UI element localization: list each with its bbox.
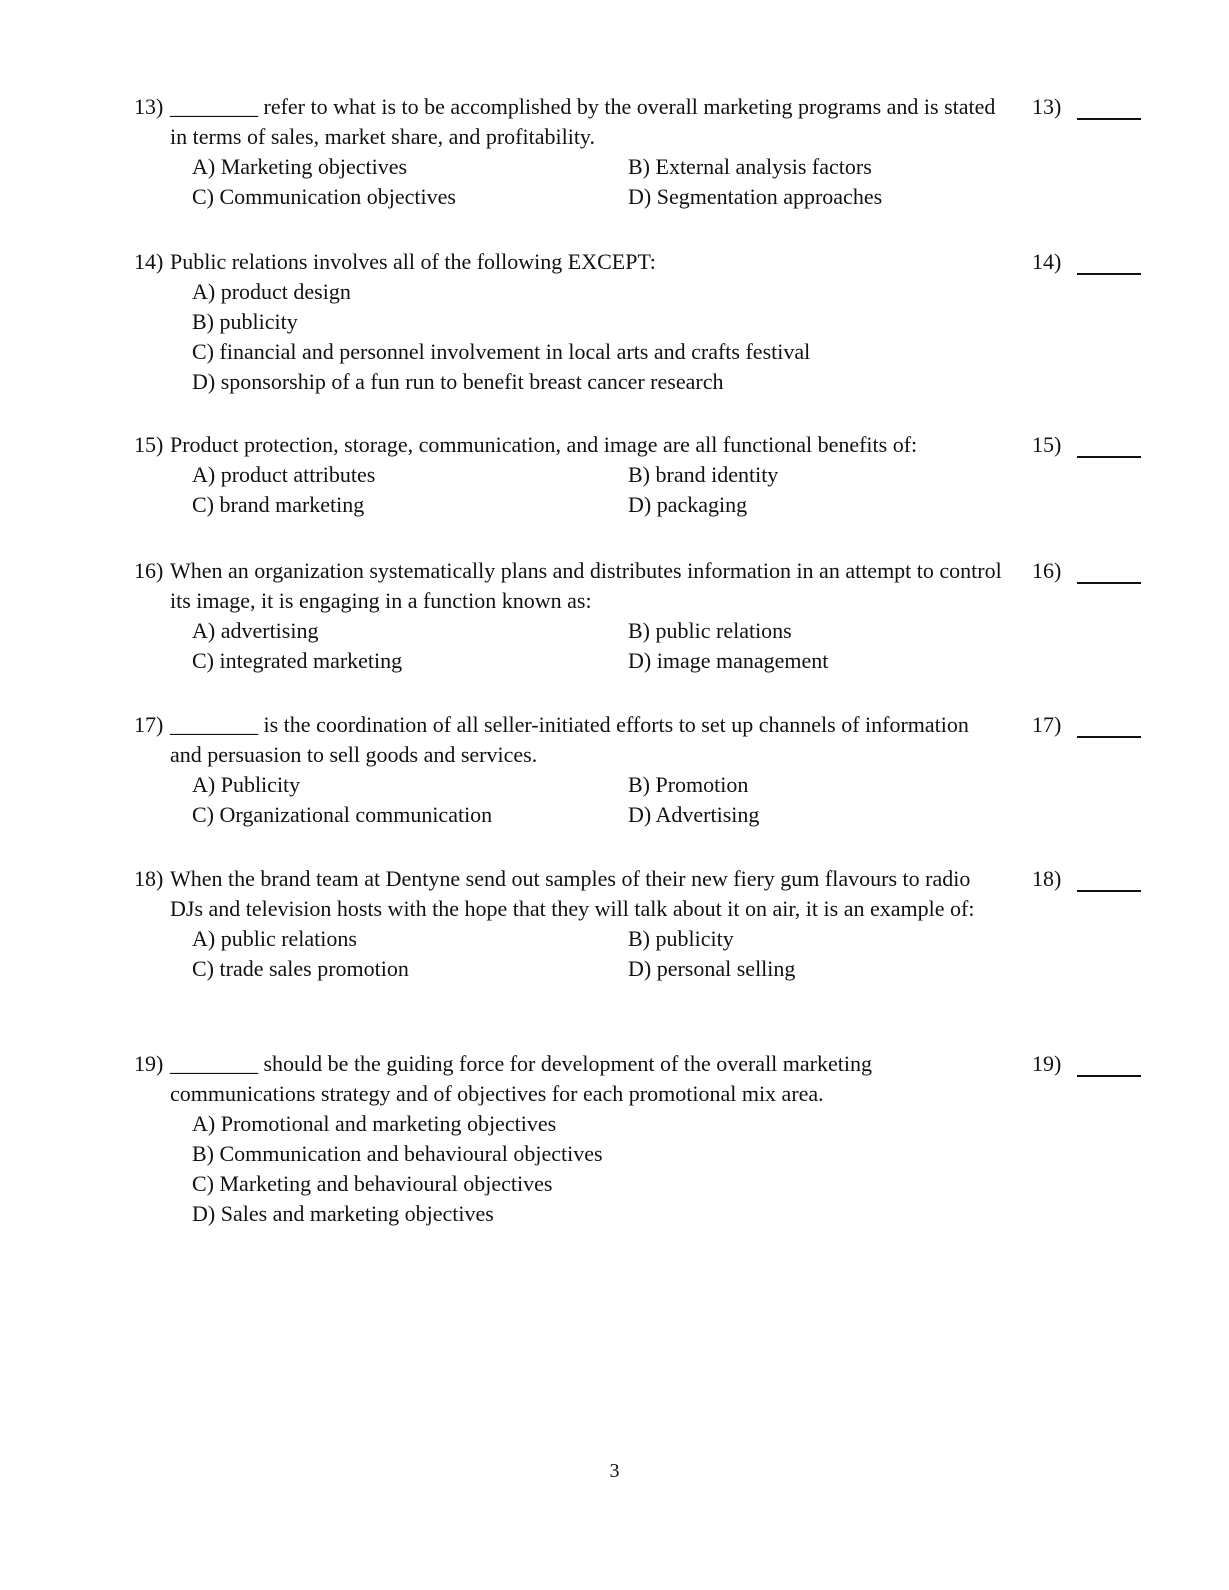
question-19 <box>134 1049 1144 1229</box>
option-a[interactable]: A) product attributes <box>192 462 376 487</box>
answer-slot[interactable] <box>1032 247 1144 277</box>
question-17 <box>134 710 1144 830</box>
question-number: 15) <box>134 432 164 457</box>
question-stem: When an organization systematically plans and distributes information in an attempt to control its image, it is engaging in a function known as: <box>170 558 1002 613</box>
option-d[interactable]: D) sponsorship of a fun run to benefit breast cancer research <box>192 369 724 394</box>
option-d[interactable]: D) Advertising <box>628 802 760 827</box>
answer-slot[interactable] <box>1032 92 1144 122</box>
answer-blank[interactable] <box>1077 456 1141 458</box>
answer-number: 15) <box>1032 432 1062 457</box>
question-body <box>134 247 1004 397</box>
answer-number: 17) <box>1032 712 1062 737</box>
option-a[interactable]: A) Promotional and marketing objectives <box>192 1111 557 1136</box>
question-number: 16) <box>134 558 164 583</box>
answer-blank[interactable] <box>1077 273 1141 275</box>
option-b[interactable]: B) Communication and behavioural objectives <box>192 1141 603 1166</box>
question-stem: ________ should be the guiding force for development of the overall marketing communications strategy and of objectives for each promotional mix area. <box>170 1051 872 1106</box>
question-body <box>134 556 1004 676</box>
question-body <box>134 710 1004 830</box>
answer-number: 13) <box>1032 94 1062 119</box>
question-body <box>134 864 1004 984</box>
option-a[interactable]: A) Marketing objectives <box>192 154 408 179</box>
answer-options <box>192 616 952 676</box>
question-number: 18) <box>134 866 164 891</box>
question-stem: When the brand team at Dentyne send out samples of their new fiery gum flavours to radio DJs and television hosts with the hope that they will talk about it on air, it is an example of: <box>170 866 975 921</box>
option-a[interactable]: A) public relations <box>192 926 357 951</box>
option-b[interactable]: B) brand identity <box>628 462 779 487</box>
option-b[interactable]: B) public relations <box>628 618 792 643</box>
option-c[interactable]: C) Organizational communication <box>192 802 493 827</box>
option-a[interactable]: A) advertising <box>192 618 319 643</box>
question-body <box>134 1049 1004 1229</box>
question-16 <box>134 556 1144 676</box>
answer-slot[interactable] <box>1032 710 1144 740</box>
answer-slot[interactable] <box>1032 1049 1144 1079</box>
question-number: 14) <box>134 249 164 274</box>
option-d[interactable]: D) Sales and marketing objectives <box>192 1201 494 1226</box>
question-18 <box>134 864 1144 984</box>
question-body <box>134 92 1004 212</box>
answer-number: 16) <box>1032 558 1062 583</box>
question-body <box>134 430 1004 520</box>
question-stem: ________ refer to what is to be accomplished by the overall marketing programs and is stated in terms of sales, market share, and profitability. <box>170 94 996 149</box>
answer-options <box>192 152 952 212</box>
question-number: 17) <box>134 712 164 737</box>
answer-options <box>192 1109 952 1229</box>
answer-options <box>192 924 952 984</box>
option-c[interactable]: C) Communication objectives <box>192 184 456 209</box>
option-b[interactable]: B) External analysis factors <box>628 154 872 179</box>
option-d[interactable]: D) Segmentation approaches <box>628 184 883 209</box>
answer-blank[interactable] <box>1077 118 1141 120</box>
question-13 <box>134 92 1144 212</box>
question-stem: ________ is the coordination of all seller-initiated efforts to set up channels of information and persuasion to sell goods and services. <box>170 712 969 767</box>
option-d[interactable]: D) personal selling <box>628 956 796 981</box>
answer-number: 18) <box>1032 866 1062 891</box>
answer-slot[interactable] <box>1032 864 1144 894</box>
answer-blank[interactable] <box>1077 890 1141 892</box>
question-stem: Public relations involves all of the following EXCEPT: <box>170 249 656 274</box>
answer-slot[interactable] <box>1032 430 1144 460</box>
question-number: 13) <box>134 94 164 119</box>
answer-slot[interactable] <box>1032 556 1144 586</box>
answer-blank[interactable] <box>1077 1075 1141 1077</box>
answer-number: 14) <box>1032 249 1062 274</box>
answer-options <box>192 460 952 520</box>
option-c[interactable]: C) integrated marketing <box>192 648 403 673</box>
option-b[interactable]: B) publicity <box>628 926 734 951</box>
question-14 <box>134 247 1144 397</box>
question-stem: Product protection, storage, communication, and image are all functional benefits of: <box>170 432 918 457</box>
option-a[interactable]: A) Publicity <box>192 772 301 797</box>
answer-options <box>192 770 952 830</box>
option-c[interactable]: C) financial and personnel involvement in local arts and crafts festival <box>192 339 811 364</box>
question-number: 19) <box>134 1051 164 1076</box>
option-c[interactable]: C) Marketing and behavioural objectives <box>192 1171 553 1196</box>
option-a[interactable]: A) product design <box>192 279 351 304</box>
answer-blank[interactable] <box>1077 736 1141 738</box>
question-15 <box>134 430 1144 520</box>
answer-number: 19) <box>1032 1051 1062 1076</box>
option-c[interactable]: C) trade sales promotion <box>192 956 409 981</box>
option-b[interactable]: B) publicity <box>192 309 298 334</box>
option-c[interactable]: C) brand marketing <box>192 492 365 517</box>
option-d[interactable]: D) image management <box>628 648 829 673</box>
answer-options <box>192 277 952 397</box>
option-d[interactable]: D) packaging <box>628 492 748 517</box>
page-number: 3 <box>609 1460 620 1482</box>
answer-blank[interactable] <box>1077 582 1141 584</box>
option-b[interactable]: B) Promotion <box>628 772 749 797</box>
